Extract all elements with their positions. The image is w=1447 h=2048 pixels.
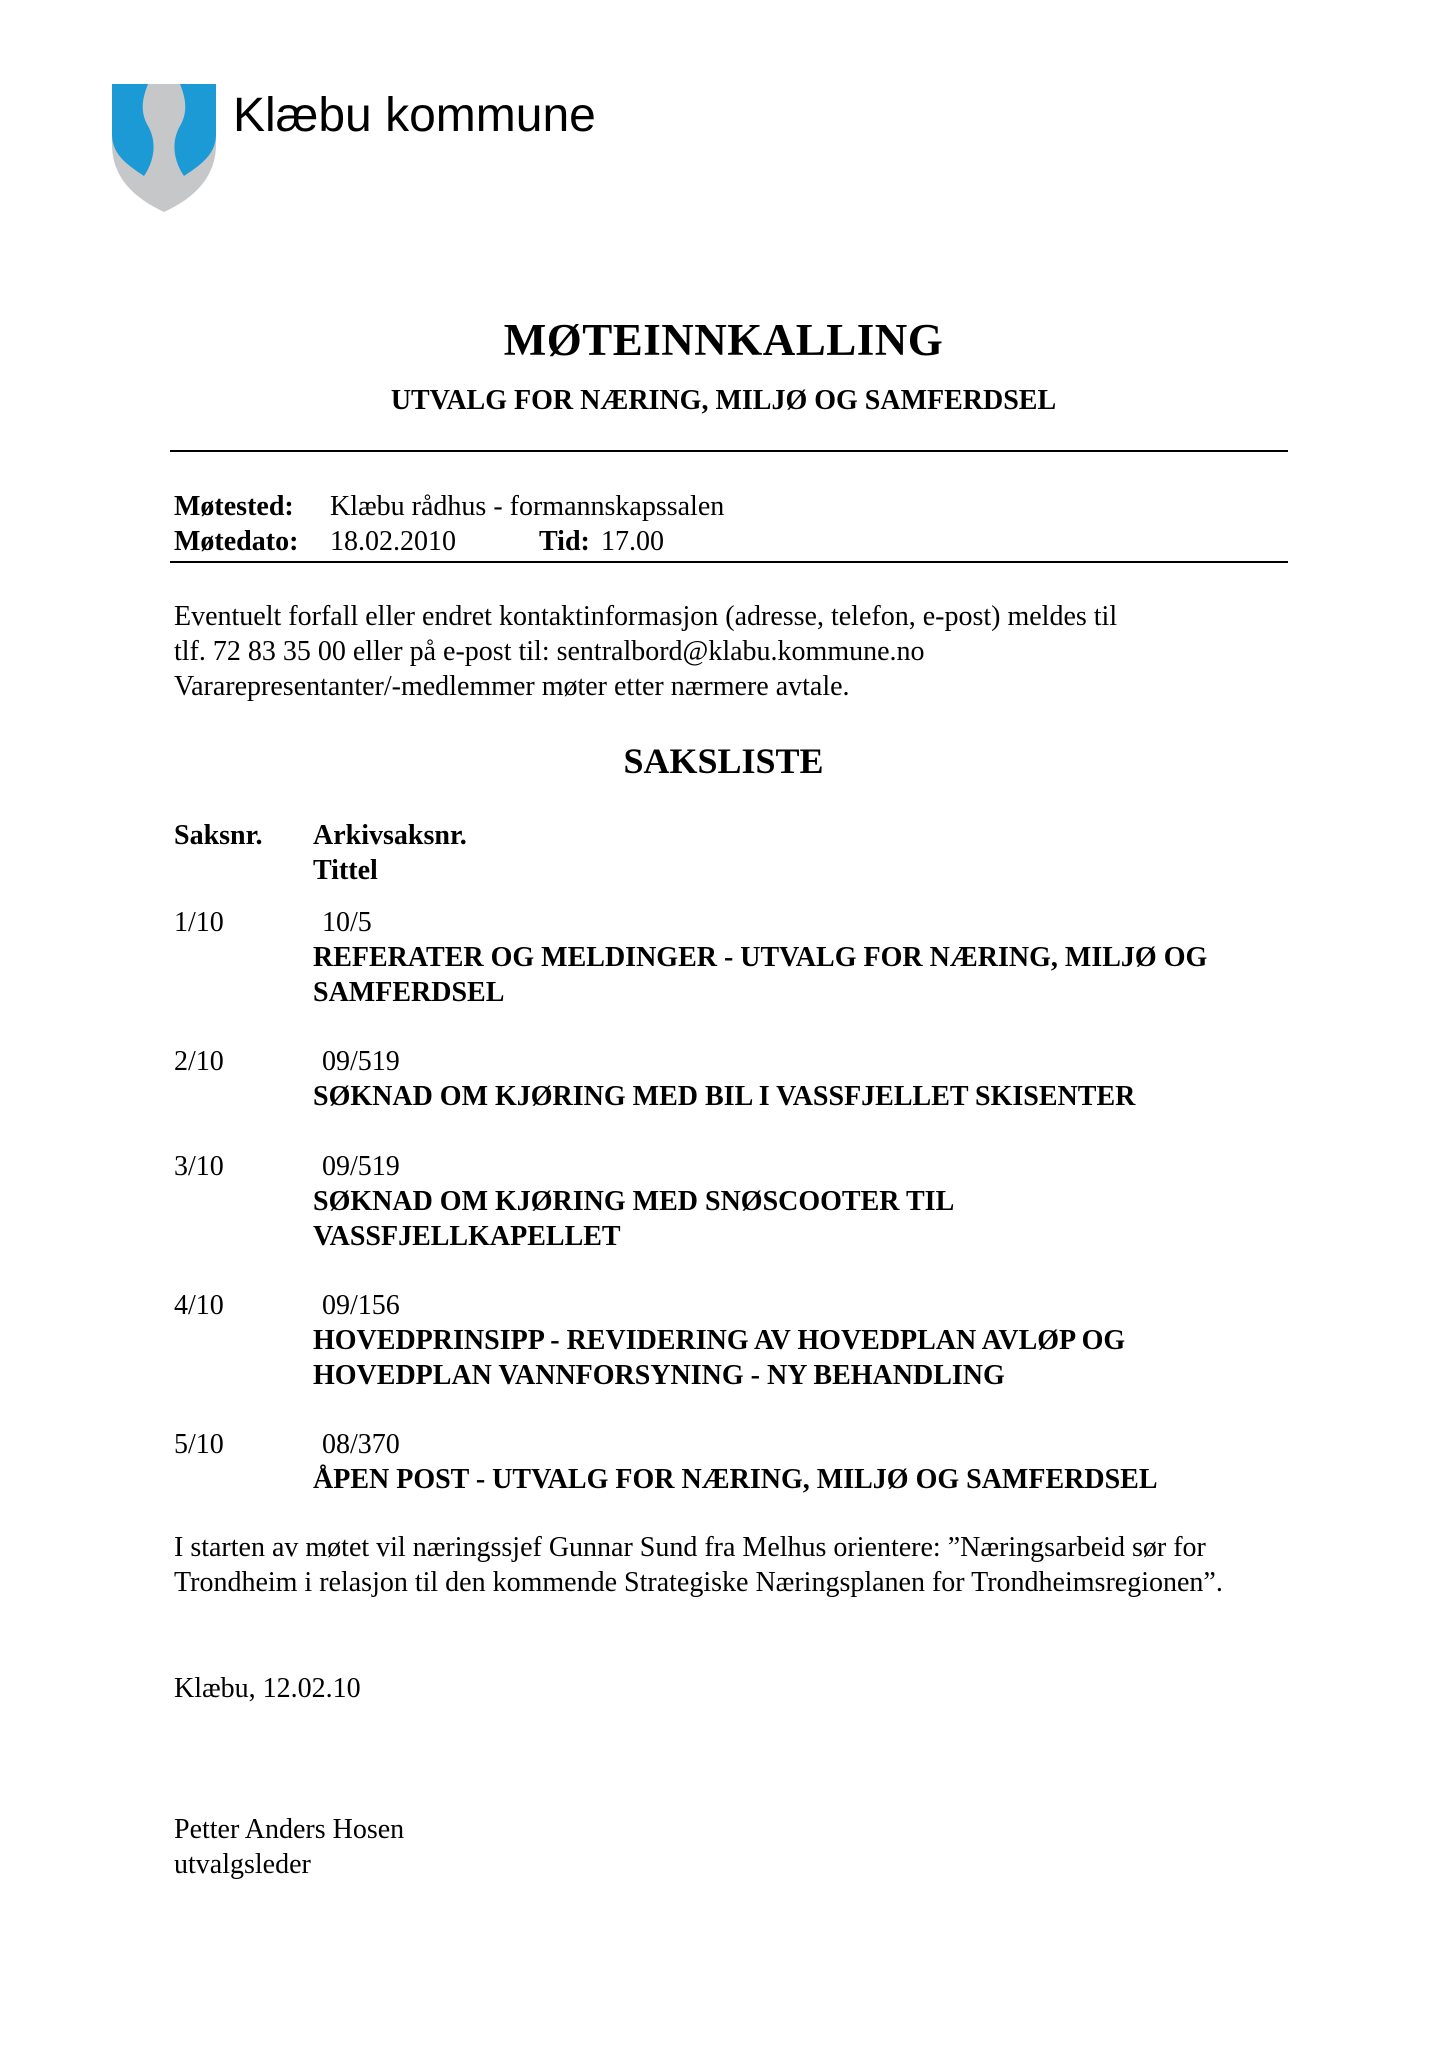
meeting-time-label: Tid: <box>539 526 590 557</box>
item-title: SØKNAD OM KJØRING MED SNØSCOOTER TIL VASSFJELLKAPELLET <box>313 1186 953 1252</box>
item-saksnr: 4/10 <box>174 1290 224 1321</box>
signature-name: Petter Anders Hosen <box>174 1814 405 1845</box>
signature-role: utvalgsleder <box>174 1849 311 1880</box>
item-saksnr: 1/10 <box>174 907 224 938</box>
closing-line: I starten av møtet vil næringssjef Gunnar Sund fra Melhus orientere: ”Næringsarbeid sør for <box>174 1532 1206 1563</box>
item-title: REFERATER OG MELDINGER - UTVALG FOR NÆRING, MILJØ OG SAMFERDSEL <box>313 942 1208 1008</box>
organization-name: Klæbu kommune <box>233 89 596 142</box>
closing-paragraph <box>174 1530 1324 1600</box>
item-title: SØKNAD OM KJØRING MED BIL I VASSFJELLET SKISENTER <box>313 1081 1136 1112</box>
divider-top <box>170 450 1288 452</box>
meeting-place-label: Møtested: <box>174 491 294 522</box>
divider-meeting <box>170 561 1288 563</box>
meeting-date-label: Møtedato: <box>174 526 299 557</box>
item-title: ÅPEN POST - UTVALG FOR NÆRING, MILJØ OG SAMFERDSEL <box>313 1464 1158 1495</box>
place-date: Klæbu, 12.02.10 <box>174 1673 361 1704</box>
meeting-date-value: 18.02.2010 <box>330 526 456 557</box>
intro-line: Vararepresentanter/-medlemmer møter etter nærmere avtale. <box>174 671 850 702</box>
coat-of-arms-icon <box>112 84 216 212</box>
item-arkivsaksnr: 09/519 <box>322 1046 400 1077</box>
intro-paragraph <box>174 599 1294 704</box>
item-saksnr: 5/10 <box>174 1429 224 1460</box>
page-title: MØTEINNKALLING <box>503 315 944 365</box>
column-header-saksnr: Saksnr. <box>174 820 263 851</box>
item-arkivsaksnr: 10/5 <box>322 907 372 938</box>
item-title: HOVEDPRINSIPP - REVIDERING AV HOVEDPLAN AVLØP OG HOVEDPLAN VANNFORSYNING - NY BEHANDLING <box>313 1325 1126 1391</box>
intro-line: tlf. 72 83 35 00 eller på e-post til: sentralbord@klabu.kommune.no <box>174 636 925 667</box>
intro-line: Eventuelt forfall eller endret kontaktinformasjon (adresse, telefon, e-post) meldes til <box>174 601 1118 632</box>
meeting-time-value: 17.00 <box>601 526 664 557</box>
item-saksnr: 3/10 <box>174 1151 224 1182</box>
item-saksnr: 2/10 <box>174 1046 224 1077</box>
closing-line: Trondheim i relasjon til den kommende Strategiske Næringsplanen for Trondheimsregionen”. <box>174 1567 1223 1598</box>
item-arkivsaksnr: 09/156 <box>322 1290 400 1321</box>
page-subtitle: UTVALG FOR NÆRING, MILJØ OG SAMFERDSEL <box>390 385 1057 416</box>
column-header-tittel: Tittel <box>313 855 378 886</box>
column-header-arkivsaksnr: Arkivsaksnr. <box>313 820 467 851</box>
meeting-place-value: Klæbu rådhus - formannskapssalen <box>330 491 725 522</box>
saksliste-heading: SAKSLISTE <box>623 741 824 781</box>
item-arkivsaksnr: 08/370 <box>322 1429 400 1460</box>
item-arkivsaksnr: 09/519 <box>322 1151 400 1182</box>
